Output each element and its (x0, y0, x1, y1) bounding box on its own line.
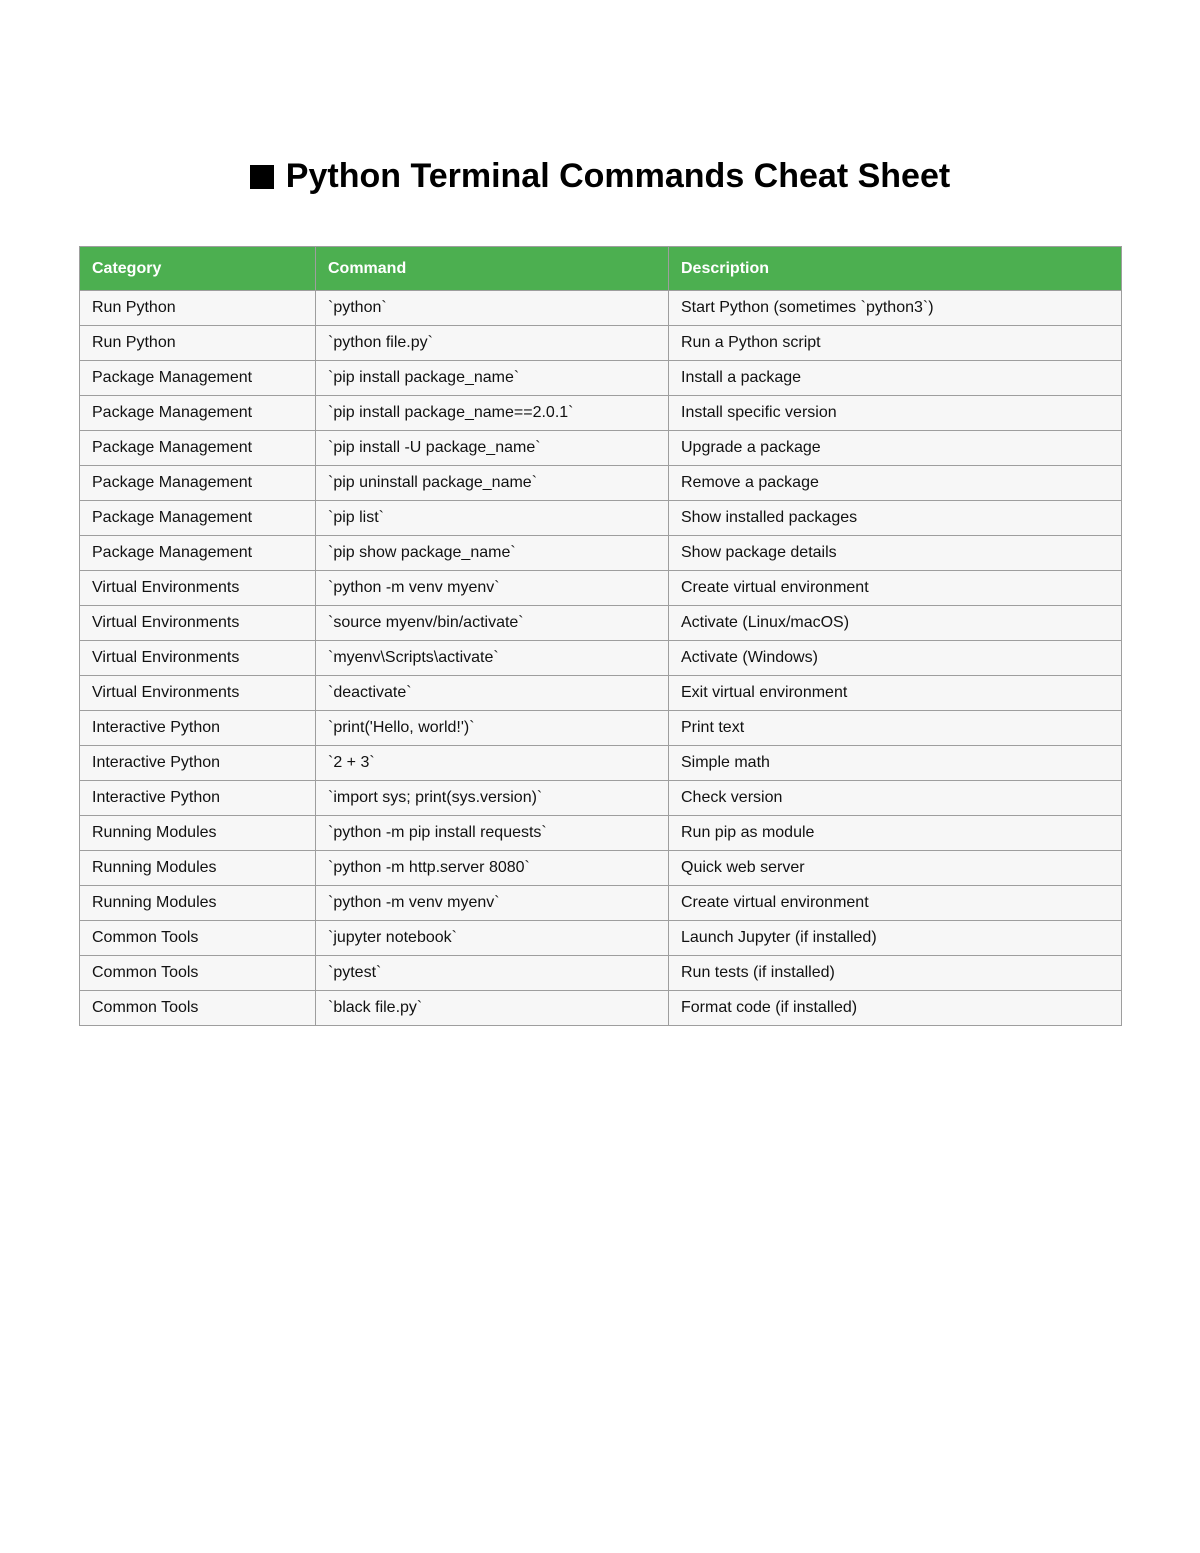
cell-category: Run Python (80, 291, 316, 326)
cell-category: Package Management (80, 501, 316, 536)
cell-category: Package Management (80, 361, 316, 396)
cell-command: `print('Hello, world!')` (316, 711, 669, 746)
cell-command: `pip show package_name` (316, 536, 669, 571)
column-header-command: Command (316, 247, 669, 291)
cell-description: Exit virtual environment (669, 676, 1122, 711)
cell-category: Virtual Environments (80, 571, 316, 606)
cell-category: Running Modules (80, 816, 316, 851)
cell-description: Create virtual environment (669, 886, 1122, 921)
cell-description: Install specific version (669, 396, 1122, 431)
table-row (80, 956, 1122, 991)
cell-category: Virtual Environments (80, 641, 316, 676)
square-bullet-icon (250, 165, 274, 189)
cell-command: `pip install package_name==2.0.1` (316, 396, 669, 431)
cell-category: Interactive Python (80, 746, 316, 781)
cell-description: Print text (669, 711, 1122, 746)
cell-category: Package Management (80, 431, 316, 466)
table-row (80, 361, 1122, 396)
cell-command: `pytest` (316, 956, 669, 991)
cell-command: `2 + 3` (316, 746, 669, 781)
table-row (80, 501, 1122, 536)
cell-command: `python -m http.server 8080` (316, 851, 669, 886)
cell-description: Simple math (669, 746, 1122, 781)
table-row (80, 711, 1122, 746)
table-row (80, 781, 1122, 816)
table-row (80, 571, 1122, 606)
cell-description: Run tests (if installed) (669, 956, 1122, 991)
table-header (80, 247, 1122, 291)
cell-description: Quick web server (669, 851, 1122, 886)
cell-command: `jupyter notebook` (316, 921, 669, 956)
table-row (80, 431, 1122, 466)
cell-category: Virtual Environments (80, 606, 316, 641)
commands-table (79, 246, 1122, 1026)
column-header-description: Description (669, 247, 1122, 291)
table-row (80, 886, 1122, 921)
table-row (80, 466, 1122, 501)
cell-command: `source myenv/bin/activate` (316, 606, 669, 641)
cell-category: Running Modules (80, 851, 316, 886)
cell-command: `python -m venv myenv` (316, 571, 669, 606)
cell-category: Virtual Environments (80, 676, 316, 711)
cell-command: `pip uninstall package_name` (316, 466, 669, 501)
cell-description: Run a Python script (669, 326, 1122, 361)
cell-description: Format code (if installed) (669, 991, 1122, 1026)
cell-description: Install a package (669, 361, 1122, 396)
column-header-category: Category (80, 247, 316, 291)
cell-category: Interactive Python (80, 711, 316, 746)
table-row (80, 816, 1122, 851)
cell-description: Show installed packages (669, 501, 1122, 536)
table-row (80, 921, 1122, 956)
table-row (80, 326, 1122, 361)
table-row (80, 851, 1122, 886)
cell-category: Run Python (80, 326, 316, 361)
table-row (80, 536, 1122, 571)
cell-description: Create virtual environment (669, 571, 1122, 606)
cell-command: `python` (316, 291, 669, 326)
cell-command: `myenv\Scripts\activate` (316, 641, 669, 676)
cell-command: `pip install -U package_name` (316, 431, 669, 466)
table-row (80, 991, 1122, 1026)
cell-description: Launch Jupyter (if installed) (669, 921, 1122, 956)
cell-command: `deactivate` (316, 676, 669, 711)
table-body (80, 291, 1122, 1026)
cell-category: Running Modules (80, 886, 316, 921)
cell-category: Interactive Python (80, 781, 316, 816)
page-title-text: Python Terminal Commands Cheat Sheet (285, 157, 951, 195)
cell-command: `black file.py` (316, 991, 669, 1026)
cell-description: Activate (Windows) (669, 641, 1122, 676)
cell-command: `python -m pip install requests` (316, 816, 669, 851)
table-row (80, 606, 1122, 641)
cell-description: Remove a package (669, 466, 1122, 501)
table-row (80, 676, 1122, 711)
table-row (80, 746, 1122, 781)
cell-description: Run pip as module (669, 816, 1122, 851)
cell-command: `python file.py` (316, 326, 669, 361)
table-row (80, 396, 1122, 431)
cell-description: Check version (669, 781, 1122, 816)
table-row (80, 641, 1122, 676)
cell-description: Upgrade a package (669, 431, 1122, 466)
cell-category: Common Tools (80, 991, 316, 1026)
page-title (0, 150, 1200, 202)
cell-command: `pip list` (316, 501, 669, 536)
cell-category: Common Tools (80, 956, 316, 991)
cell-description: Activate (Linux/macOS) (669, 606, 1122, 641)
cell-category: Package Management (80, 466, 316, 501)
cell-category: Common Tools (80, 921, 316, 956)
header-row (80, 247, 1122, 291)
cell-command: `python -m venv myenv` (316, 886, 669, 921)
cell-command: `pip install package_name` (316, 361, 669, 396)
table-row (80, 291, 1122, 326)
cell-description: Start Python (sometimes `python3`) (669, 291, 1122, 326)
cell-command: `import sys; print(sys.version)` (316, 781, 669, 816)
cell-description: Show package details (669, 536, 1122, 571)
cell-category: Package Management (80, 396, 316, 431)
cell-category: Package Management (80, 536, 316, 571)
